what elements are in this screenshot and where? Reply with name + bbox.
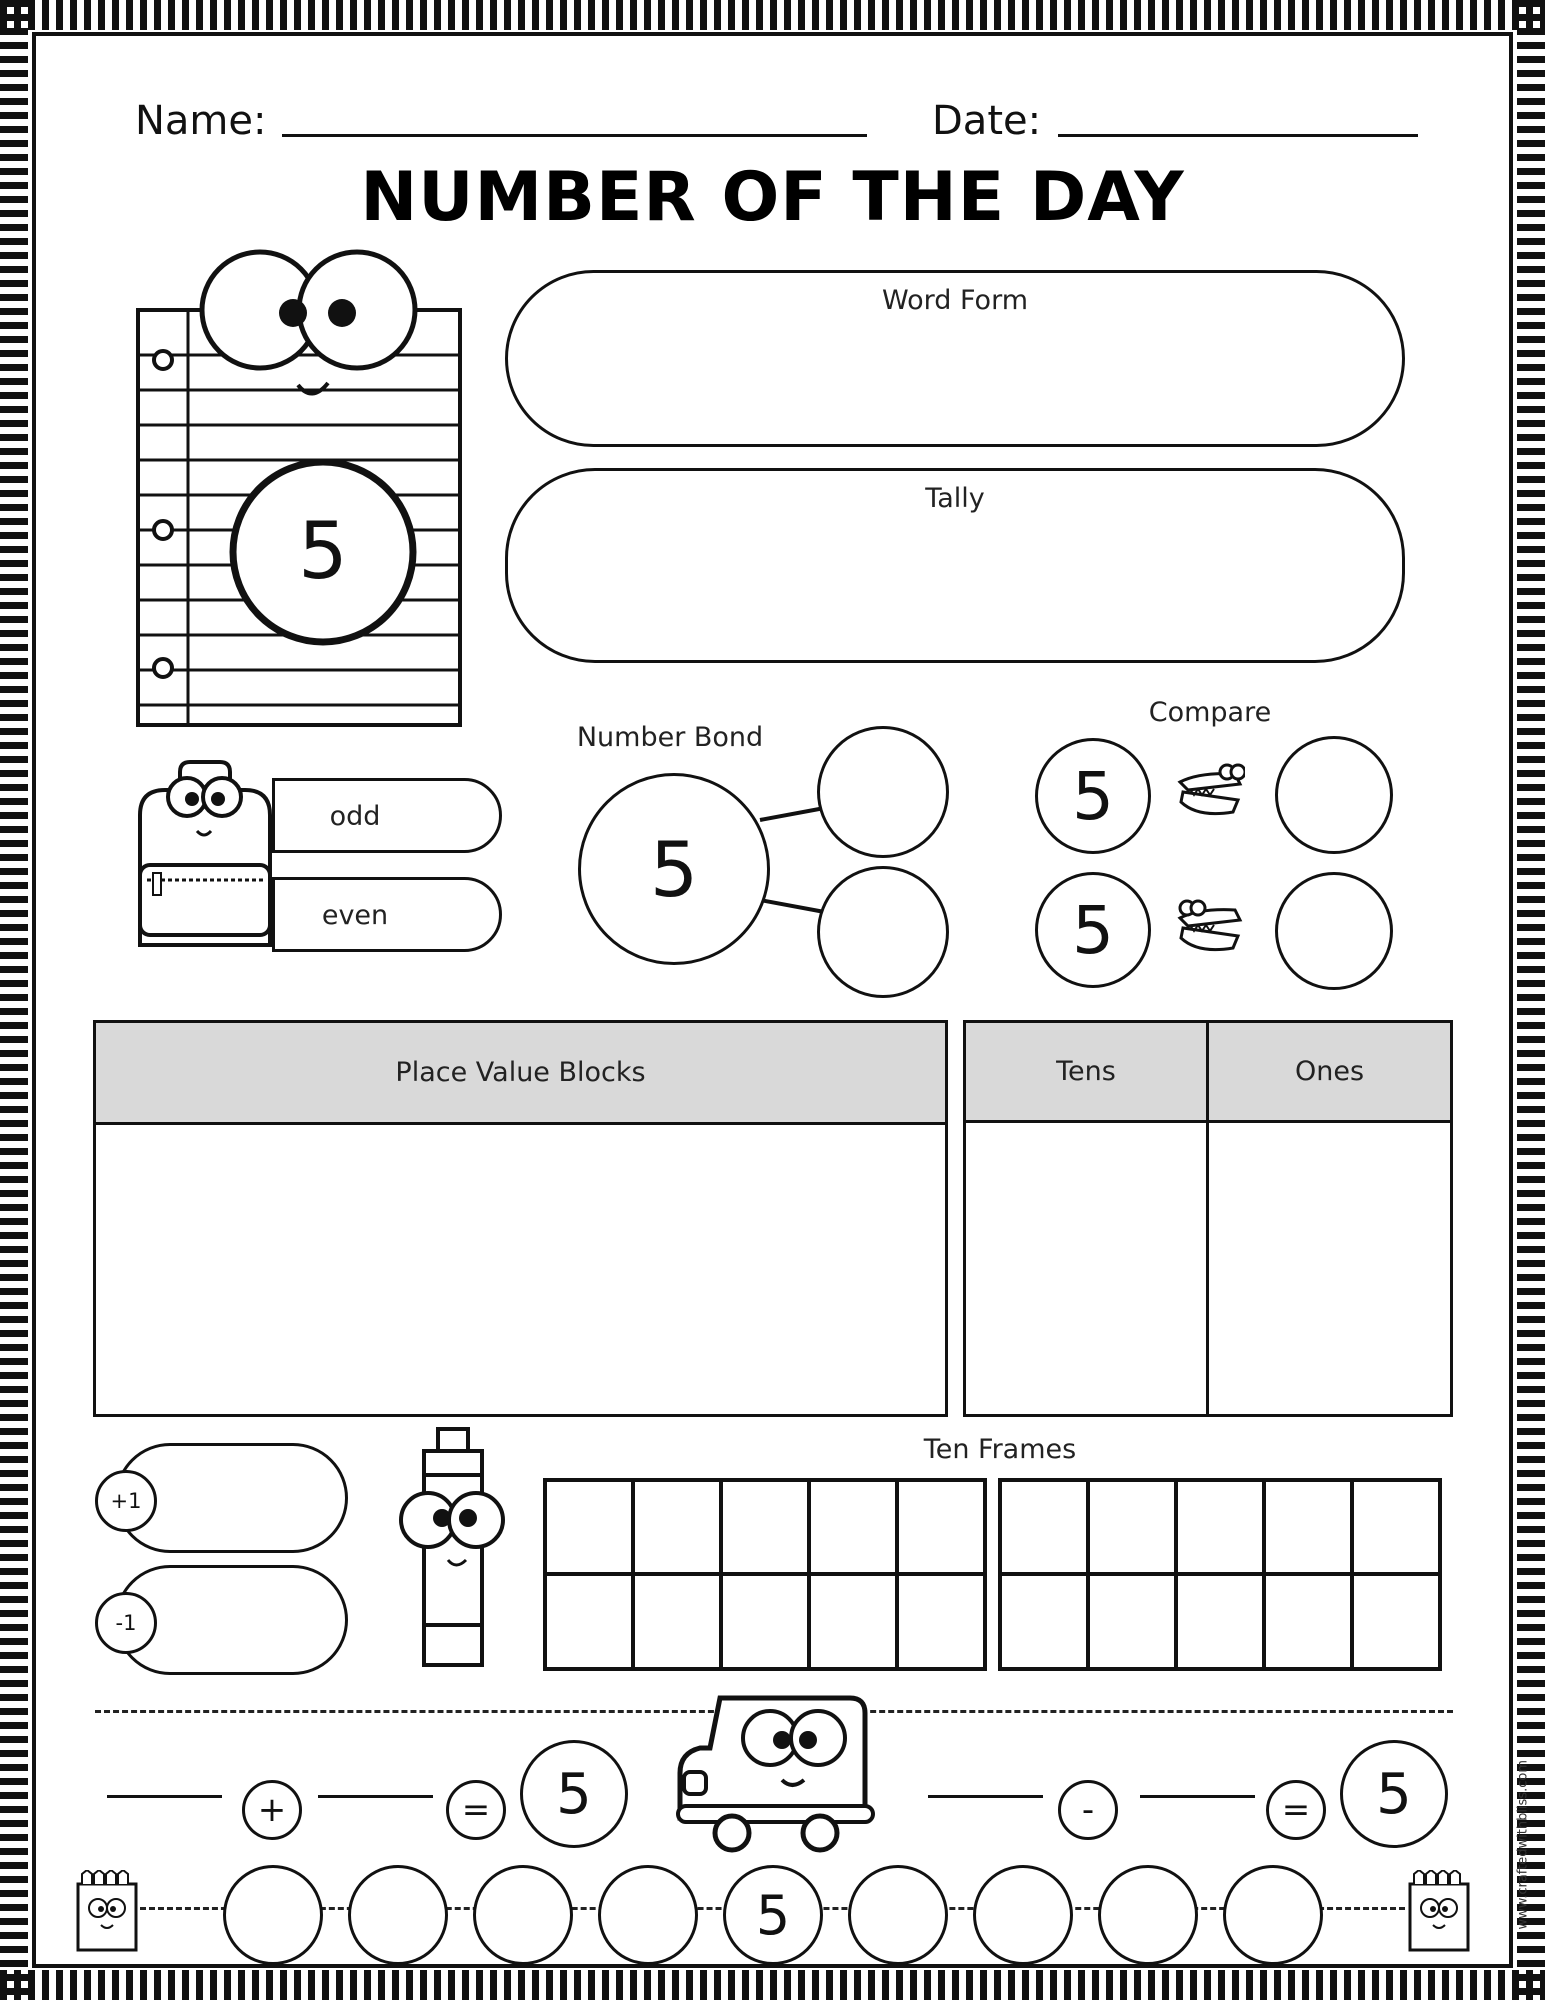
tally-label: Tally — [925, 483, 985, 514]
number-line-circle-3[interactable] — [473, 1865, 573, 1965]
addend-1-blank[interactable] — [107, 1795, 222, 1798]
credit-text: www.craftedwithbliss.com — [1515, 1760, 1530, 1930]
even-label: even — [321, 900, 389, 931]
page-title: NUMBER OF THE DAY — [360, 158, 1185, 237]
bus-character-icon — [670, 1688, 890, 1856]
difference-circle: 5 — [1340, 1740, 1448, 1848]
even-box[interactable] — [272, 877, 502, 952]
number-line-circle-7[interactable] — [973, 1865, 1073, 1965]
odd-label: odd — [329, 801, 381, 832]
tally-box[interactable] — [505, 468, 1405, 663]
name-label: Name: — [135, 98, 267, 144]
backpack-character-icon — [125, 755, 285, 955]
name-field[interactable] — [282, 98, 867, 137]
compare-answer-top[interactable] — [1275, 736, 1393, 854]
number-line-circle-1[interactable] — [223, 1865, 323, 1965]
number-line-circle-2[interactable] — [348, 1865, 448, 1965]
compare-number-bottom: 5 — [1035, 872, 1151, 988]
addend-2-blank[interactable] — [318, 1795, 433, 1798]
compare-answer-bottom[interactable] — [1275, 872, 1393, 990]
ones-answer-area[interactable] — [1211, 1125, 1451, 1415]
equals-sign-add: = — [446, 1780, 506, 1840]
date-label: Date: — [932, 98, 1042, 144]
alligator-icon — [1175, 762, 1245, 824]
compare-label: Compare — [1148, 697, 1272, 728]
compare-number-top: 5 — [1035, 738, 1151, 854]
equals-sign-sub: = — [1266, 1780, 1326, 1840]
number-line-circle-9[interactable] — [1223, 1865, 1323, 1965]
tens-ones-divider — [1206, 1120, 1209, 1417]
number-bond-label: Number Bond — [576, 722, 764, 753]
word-form-box[interactable] — [505, 270, 1405, 447]
number-line-center: 5 — [723, 1865, 823, 1965]
word-form-label: Word Form — [882, 285, 1028, 316]
minus-one-badge: -1 — [95, 1592, 157, 1654]
number-line-circle-4[interactable] — [598, 1865, 698, 1965]
plus-one-badge: +1 — [95, 1470, 157, 1532]
crayon-box-character-icon — [68, 1870, 148, 1954]
place-value-blocks-header: Place Value Blocks — [93, 1020, 948, 1125]
tens-header: Tens — [963, 1020, 1209, 1123]
plus-sign: + — [242, 1780, 302, 1840]
number-line-circle-6[interactable] — [848, 1865, 948, 1965]
odd-box[interactable] — [272, 778, 502, 853]
ten-frames-grid[interactable] — [543, 1478, 1443, 1671]
ten-frames-label: Ten Frames — [923, 1434, 1077, 1465]
notebook-character-icon — [130, 245, 470, 730]
number-bond-part-bottom[interactable] — [817, 866, 949, 998]
number-line-circle-8[interactable] — [1098, 1865, 1198, 1965]
date-field[interactable] — [1058, 98, 1418, 137]
tens-answer-area[interactable] — [966, 1125, 1204, 1415]
number-bond-whole: 5 — [578, 773, 770, 965]
crayon-box-character-icon-right — [1400, 1870, 1480, 1954]
minus-sign: - — [1058, 1780, 1118, 1840]
sum-circle: 5 — [520, 1740, 628, 1848]
minuend-blank[interactable] — [928, 1795, 1043, 1798]
alligator-icon-bottom — [1175, 898, 1245, 960]
subtrahend-blank[interactable] — [1140, 1795, 1255, 1798]
number-bond-part-top[interactable] — [817, 726, 949, 858]
notebook-number: 5 — [298, 507, 348, 597]
marker-character-icon — [390, 1425, 515, 1675]
ones-header: Ones — [1206, 1020, 1453, 1123]
